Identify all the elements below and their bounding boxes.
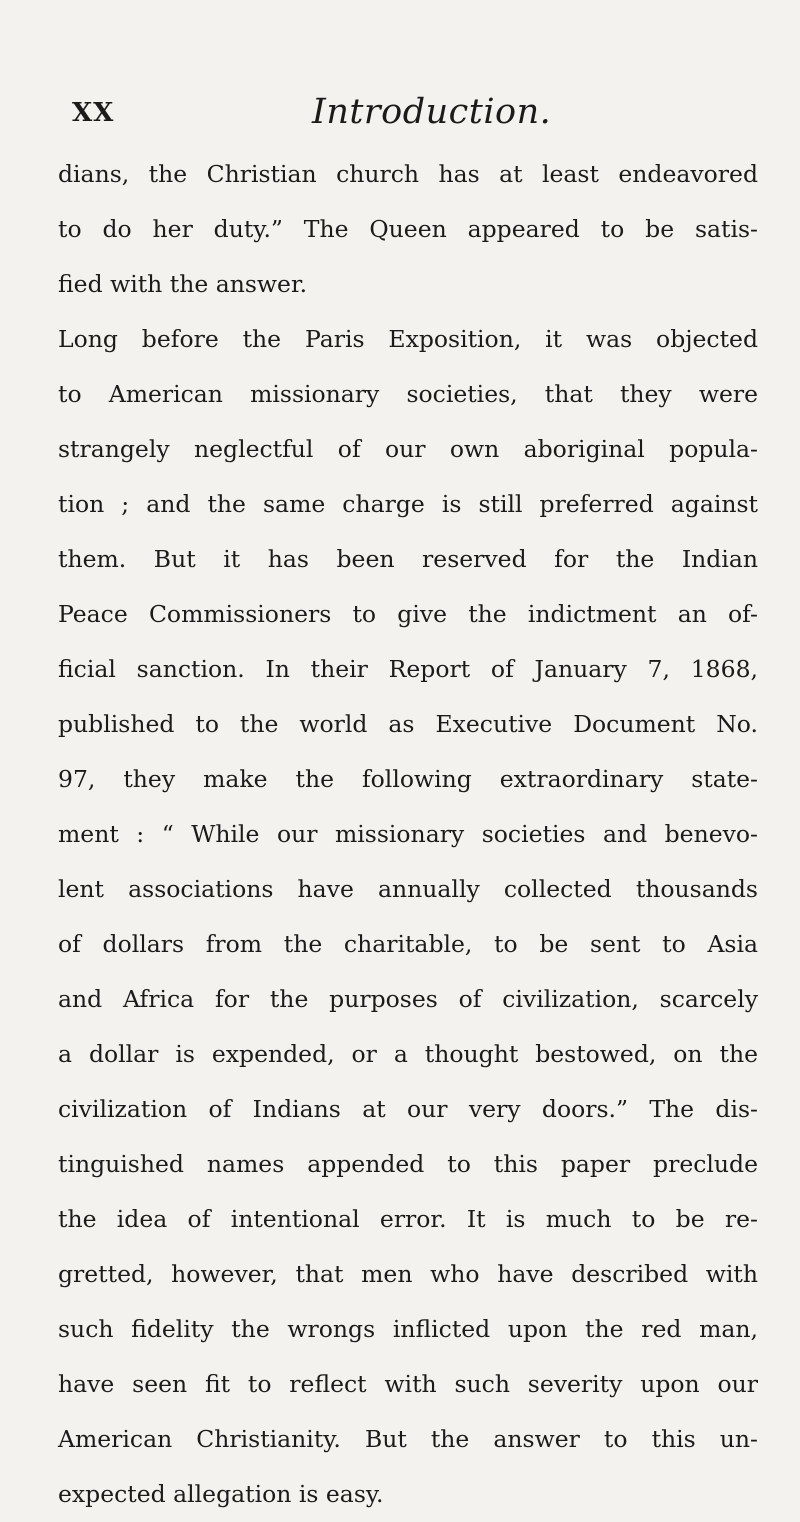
text-line: gretted, however, that men who have described with: [58, 1260, 758, 1288]
page-number: XX: [72, 98, 115, 128]
text-line: fied with the answer.: [58, 270, 308, 298]
text-line: have seen fit to reflect with such severity upon our: [58, 1370, 758, 1398]
text-line: lent associations have annually collected thousands: [58, 875, 758, 903]
text-line: to American missionary societies, that they were: [58, 380, 758, 408]
text-line: dians, the Christian church has at least endeavored: [58, 160, 758, 188]
text-line: of dollars from the charitable, to be sent to Asia: [58, 930, 758, 958]
running-title: Introduction.: [312, 92, 552, 132]
text-line: ment : “ While our missionary societies and benevo-: [58, 820, 758, 848]
text-line: tinguished names appended to this paper preclude: [58, 1150, 758, 1178]
text-line: them. But it has been reserved for the Indian: [58, 545, 758, 573]
text-line: American Christianity. But the answer to this un-: [58, 1425, 758, 1453]
text-line: Peace Commissioners to give the indictment an of-: [58, 600, 758, 628]
text-line: published to the world as Executive Document No.: [58, 710, 758, 738]
body-text: [58, 147, 758, 1522]
text-line: 97, they make the following extraordinary state-: [58, 765, 758, 793]
text-line: and Africa for the purposes of civilization, scarcely: [58, 985, 758, 1013]
text-line: Long before the Paris Exposition, it was objected: [58, 325, 758, 353]
text-line: the idea of intentional error. It is much to be re-: [58, 1205, 758, 1233]
text-line: civilization of Indians at our very doors.” The dis-: [58, 1095, 758, 1123]
running-head: [0, 92, 800, 138]
text-line: expected allegation is easy.: [58, 1480, 384, 1508]
text-line: ficial sanction. In their Report of January 7, 1868,: [58, 655, 758, 683]
text-line: to do her duty.” The Queen appeared to be satis-: [58, 215, 758, 243]
text-line: such fidelity the wrongs inflicted upon the red man,: [58, 1315, 758, 1343]
text-line: a dollar is expended, or a thought bestowed, on the: [58, 1040, 758, 1068]
text-line: strangely neglectful of our own aboriginal popula-: [58, 435, 758, 463]
text-line: tion ; and the same charge is still preferred against: [58, 490, 758, 518]
